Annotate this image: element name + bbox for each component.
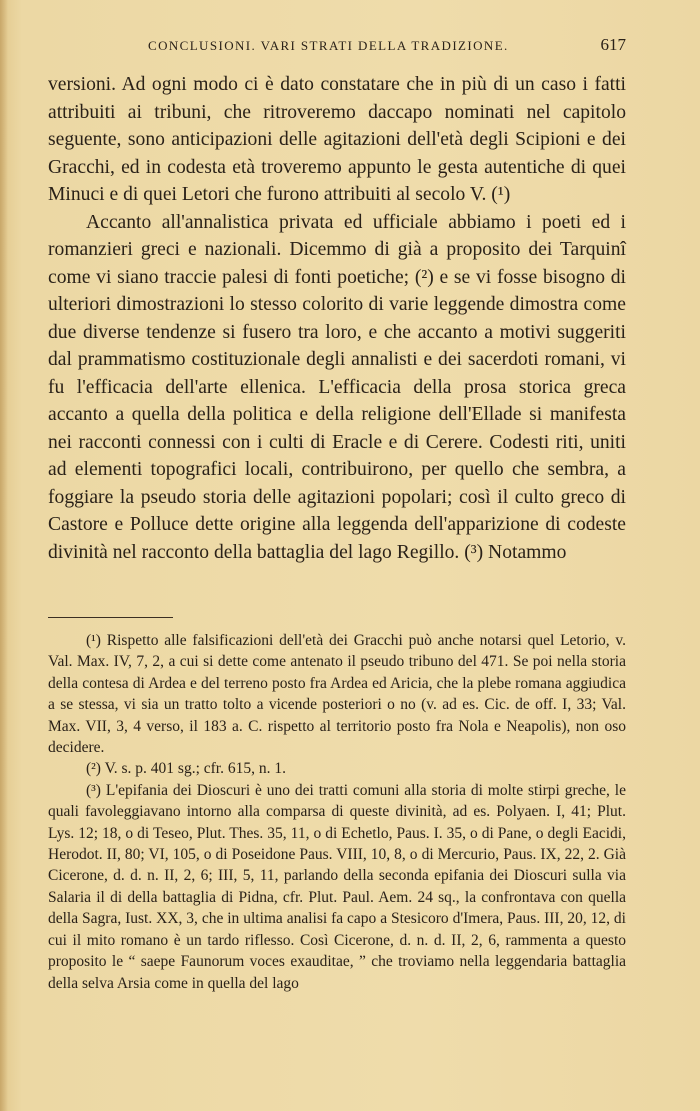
main-text — [48, 71, 626, 566]
page-header — [48, 35, 626, 56]
footnote-divider — [48, 617, 173, 618]
footnote-2: (²) V. s. p. 401 sg.; cfr. 615, n. 1. — [86, 760, 286, 778]
body-paragraph-1: versioni. Ad ogni modo ci è dato constatare che in più di un caso i fatti attribuiti ai tribuni, che ritroveremo daccapo nominati nel capitolo seguente, sono anticipazioni delle agitazioni dell'età degli Scipioni e dei Gracchi, ed in codesta età troveremo appunto le gesta autentiche di quei Minuci e di quei Letori che furono attribuiti al secolo V. (¹) — [48, 74, 626, 205]
footnote-1: (¹) Rispetto alle falsificazioni dell'età dei Gracchi può anche notarsi quel Letorio, v. Val. Max. IV, 7, 2, a cui si dette come antenato il pseudo tribuno del 471. Se poi nella storia della contesa di Ardea e del terreno posto fra Ardea ed Aricia, che la plebe romana aggiudica a se stessa, vi sia un tratto tolto a vicende posteriori o no (v. ad es. Cic. de off. I, 33; Val. Max. VII, 3, 4 verso, il 183 a. C. rispetto al territorio posto fra Nola e Neapolis), non oso decidere. — [48, 632, 626, 757]
page-spine-shadow — [0, 0, 8, 1111]
footnote-3: (³) L'epifania dei Dioscuri è uno dei tratti comuni alla storia di molte stirpi greche, le quali favoleggiavano intorno alla comparsa di queste divinità, ad es. Polyaen. I, 41; Plut. Lys. 12; 18, o di Teseo, Plut. Thes. 35, 11, o di Echetlo, Paus. I. 35, o di Pane, o degli Eacidi, Herodot. II, 80; VI, 105, o di Poseidone Paus. VIII, 10, 8, o di Mercurio, Paus. IX, 22, 2. Già Cicerone, d. d. n. II, 2, 6; III, 5, 11, parlando della seconda epifania dei Dioscuri sulla via Salaria il di della battaglia di Pidna, cfr. Plut. Paul. Aem. 24 sq., la confrontava con quella della Sagra, Iust. XX, 3, che in ultima analisi fa capo a Stesicoro d'Imera, Paus. III, 20, 12, di cui il mito romano è un tardo riflesso. Così Cicerone, d. n. d. II, 2, 6, rammenta a questo proposito le “ saepe Faunorum voces exauditae, ” che troviamo nella leggendaria battaglia della selva Arsia come in quella del lago — [48, 781, 626, 992]
running-title: CONCLUSIONI. VARI STRATI DELLA TRADIZIONE. — [148, 38, 509, 53]
body-paragraph-2: Accanto all'annalistica privata ed ufficiale abbiamo i poeti ed i romanzieri greci e nazionali. Dicemmo di già a proposito dei Tarquinî come vi siano traccie palesi di fonti poetiche; (²) e se vi fosse bisogno di ulteriori dimostrazioni lo stesso colorito di varie leggende dimostra come due diverse tendenze si fusero tra loro, e che accanto a motivi suggeriti dal prammatismo costituzionale degli annalisti e dei sacerdoti romani, vi fu l'efficacia dell'arte ellenica. L'efficacia della prosa storica greca accanto a quella della politica e della religione dell'Ellade si manifesta nei racconti connessi con i culti di Eracle e di Cerere. Codesti riti, uniti ad elementi topografici locali, contribuirono, per quello che sembra, a foggiare la pseudo storia delle agitazioni popolari; così il culto greco di Castore e Polluce dette origine alla leggenda dell'apparizione di codeste divinità nel racconto della battaglia del lago Regillo. (³) Notammo — [48, 211, 626, 563]
footnotes — [48, 630, 626, 994]
page-number: 617 — [600, 35, 626, 54]
